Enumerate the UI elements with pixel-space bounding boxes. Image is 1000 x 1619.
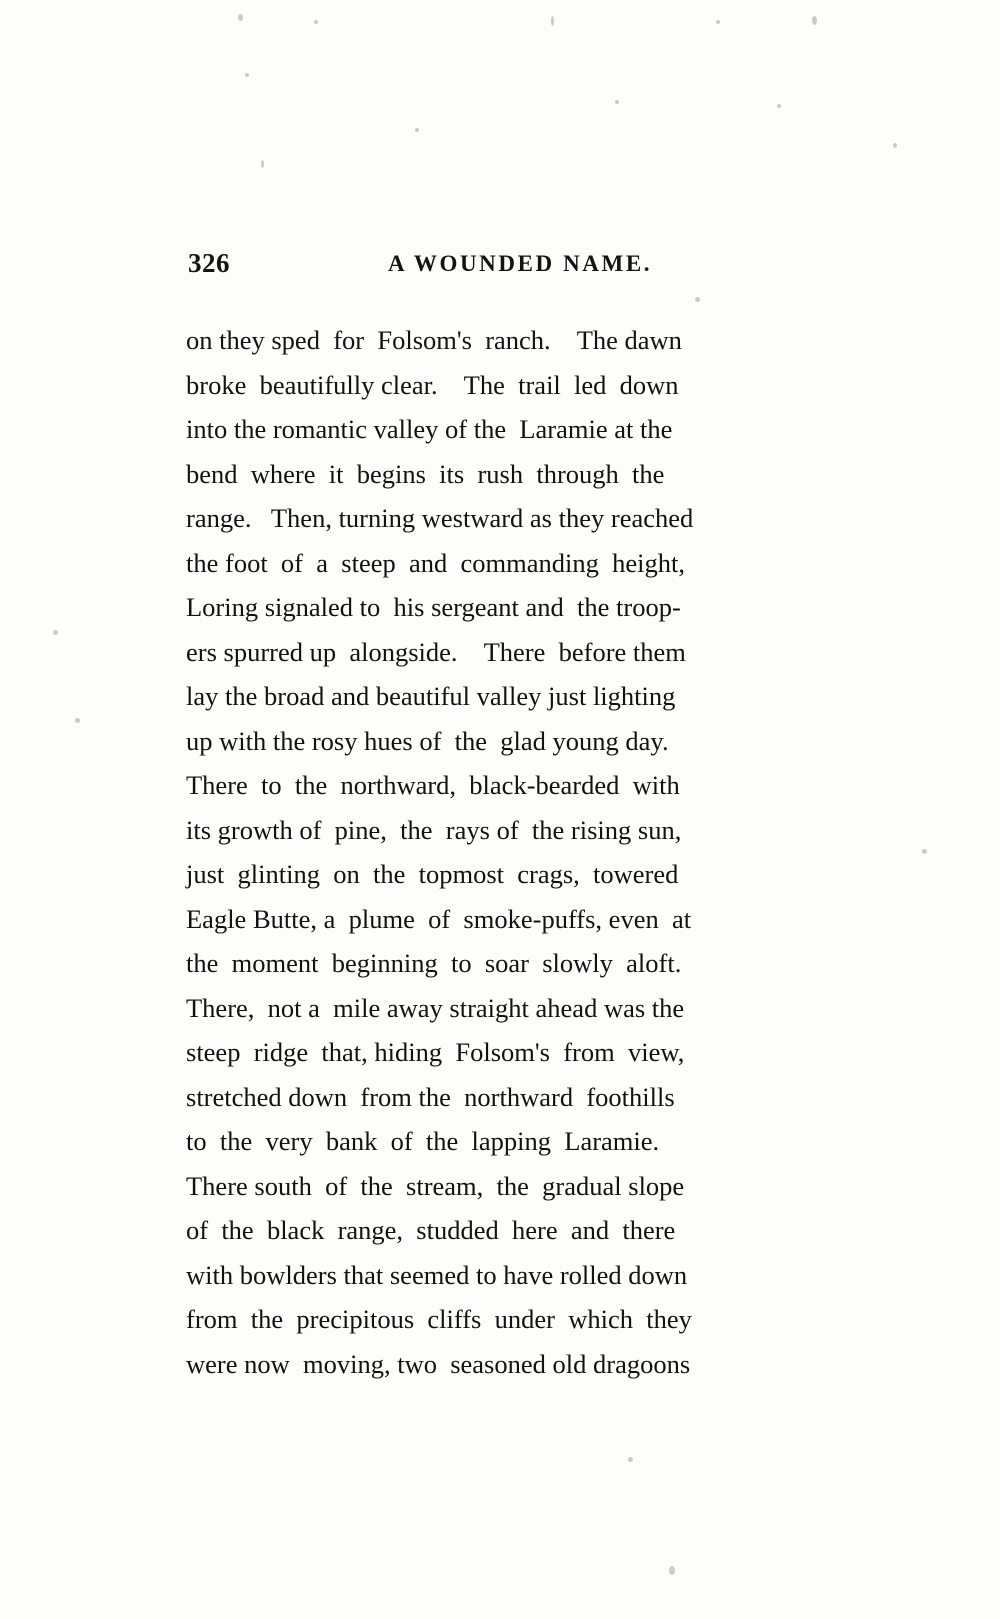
text-line: on they sped for Folsom's ranch. The dawn xyxy=(186,325,682,355)
scan-speck xyxy=(812,16,817,25)
scan-speck xyxy=(716,20,720,24)
scan-speck xyxy=(893,143,897,148)
page-header xyxy=(188,248,888,282)
text-line: range. Then, turning westward as they reached xyxy=(186,503,694,533)
scan-speck xyxy=(75,718,80,723)
text-line: up with the rosy hues of the glad young day. xyxy=(186,725,669,756)
text-line: into the romantic valley of the Laramie at the xyxy=(186,414,673,444)
scan-speck xyxy=(669,1566,675,1575)
page-number: 326 xyxy=(188,248,230,278)
text-line: Loring signaled to his sergeant and the troop- xyxy=(186,592,681,622)
text-line: broke beautifully clear. The trail led down xyxy=(186,369,679,400)
text-line: There south of the stream, the gradual slope xyxy=(186,1170,685,1201)
scan-speck xyxy=(261,160,264,168)
scan-speck xyxy=(615,100,619,104)
text-line: bend where it begins its rush through the xyxy=(186,458,665,489)
text-line: of the black range, studded here and there xyxy=(186,1215,676,1245)
scan-speck xyxy=(238,14,243,21)
scan-speck xyxy=(551,16,554,26)
text-line: Eagle Butte, a plume of smoke-puffs, even at xyxy=(186,903,692,934)
text-line: to the very bank of the lapping Laramie. xyxy=(186,1126,660,1156)
text-line: steep ridge that, hiding Folsom's from view, xyxy=(186,1037,685,1067)
text-line: from the precipitous cliffs under which they xyxy=(186,1304,692,1334)
scan-speck xyxy=(53,630,58,635)
scan-speck xyxy=(628,1457,633,1462)
text-line: the foot of a steep and commanding height, xyxy=(186,547,685,578)
text-line: just glinting on the topmost crags, towered xyxy=(186,859,679,889)
text-line: with bowlders that seemed to have rolled down xyxy=(186,1259,688,1290)
scan-speck xyxy=(314,20,318,24)
scan-speck xyxy=(245,73,249,77)
text-line: its growth of pine, the rays of the rising sun, xyxy=(186,814,682,845)
scan-speck xyxy=(695,297,700,302)
scan-speck xyxy=(415,128,419,132)
text-line: There to the northward, black-bearded with xyxy=(186,770,680,800)
scan-speck xyxy=(922,849,927,854)
text-line: lay the broad and beautiful valley just lighting xyxy=(186,681,676,711)
text-line: the moment beginning to soar slowly aloft. xyxy=(186,948,682,978)
text-line: There, not a mile away straight ahead was the xyxy=(186,992,685,1023)
running-title: A WOUNDED NAME. xyxy=(388,251,653,276)
scan-speck xyxy=(777,104,781,108)
text-line: stretched down from the northward foothills xyxy=(186,1081,675,1112)
page-body xyxy=(186,318,886,1386)
text-line: were now moving, two seasoned old dragoons xyxy=(186,1348,691,1379)
text-line: ers spurred up alongside. There before them xyxy=(186,636,686,667)
